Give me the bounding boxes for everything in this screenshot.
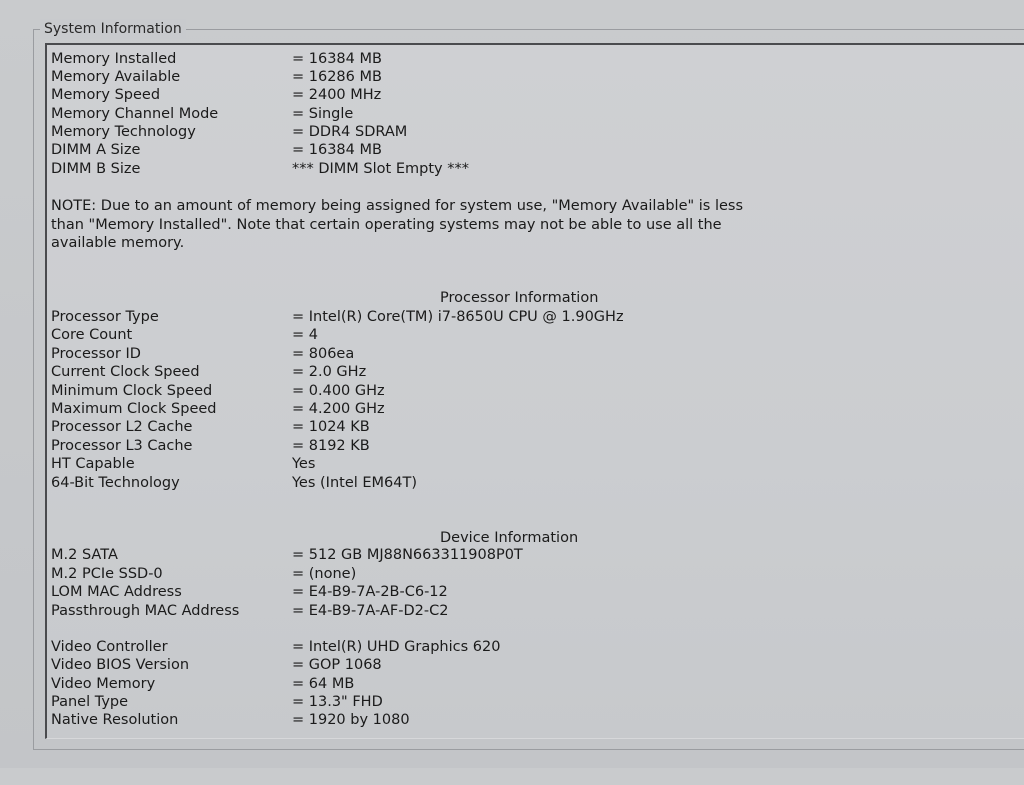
info-label: LOM MAC Address: [51, 584, 182, 600]
info-label: Memory Channel Mode: [51, 106, 219, 122]
info-label: Memory Available: [51, 69, 181, 85]
info-label: Video Memory: [51, 676, 156, 692]
info-label: Memory Installed: [51, 51, 177, 67]
info-label: DIMM B Size: [51, 161, 141, 177]
info-label: Current Clock Speed: [51, 364, 200, 380]
device-section-heading: Device Information: [440, 530, 579, 546]
info-value: = 4: [292, 327, 318, 343]
info-value: = 13.3" FHD: [292, 694, 383, 710]
info-value: = 2400 MHz: [292, 87, 382, 103]
info-label: Passthrough MAC Address: [51, 603, 240, 619]
info-value: Yes (Intel EM64T): [292, 475, 418, 491]
info-value: = Intel(R) UHD Graphics 620: [292, 639, 501, 655]
info-value: = 2.0 GHz: [292, 364, 367, 380]
info-label: Panel Type: [51, 694, 129, 710]
info-value: = 8192 KB: [292, 438, 370, 454]
info-value: = 1024 KB: [292, 419, 370, 435]
info-value: = 0.400 GHz: [292, 383, 385, 399]
info-value: = (none): [292, 566, 357, 582]
info-value: *** DIMM Slot Empty ***: [292, 161, 469, 177]
info-label: Processor Type: [51, 309, 159, 325]
info-label: Video Controller: [51, 639, 168, 655]
memory-note: [51, 197, 921, 253]
info-value: = Single: [292, 106, 354, 122]
info-value: = 1920 by 1080: [292, 712, 410, 728]
info-value: = DDR4 SDRAM: [292, 124, 408, 140]
info-value: = GOP 1068: [292, 657, 382, 673]
info-value: Yes: [292, 456, 316, 472]
processor-section-heading: Processor Information: [440, 290, 599, 306]
info-value: = 4.200 GHz: [292, 401, 385, 417]
info-value: = Intel(R) Core(TM) i7-8650U CPU @ 1.90GHz: [292, 309, 624, 325]
info-label: Memory Technology: [51, 124, 196, 140]
info-label: Memory Speed: [51, 87, 161, 103]
memory-note-line: than "Memory Installed". Note that certain operating systems may not be able to use all the: [51, 216, 722, 233]
info-label: Native Resolution: [51, 712, 179, 728]
info-value: = 64 MB: [292, 676, 355, 692]
info-label: DIMM A Size: [51, 142, 141, 158]
info-label: Minimum Clock Speed: [51, 383, 213, 399]
info-label: Core Count: [51, 327, 133, 343]
panel-title: System Information: [40, 19, 186, 39]
info-label: Video BIOS Version: [51, 657, 190, 673]
info-value: = 16384 MB: [292, 51, 382, 67]
info-label: M.2 SATA: [51, 547, 118, 563]
info-value: = E4-B9-7A-2B-C6-12: [292, 584, 448, 600]
info-value: = 806ea: [292, 346, 355, 362]
info-value: = 16286 MB: [292, 69, 382, 85]
info-value: = 16384 MB: [292, 142, 382, 158]
info-label: HT Capable: [51, 456, 135, 472]
memory-note-line: NOTE: Due to an amount of memory being assigned for system use, "Memory Available" is less: [51, 198, 744, 214]
info-value: = 512 GB MJ88N663311908P0T: [292, 547, 523, 563]
info-label: M.2 PCIe SSD-0: [51, 566, 163, 582]
info-label: Maximum Clock Speed: [51, 401, 217, 417]
info-label: Processor ID: [51, 346, 141, 362]
info-value: = E4-B9-7A-AF-D2-C2: [292, 603, 449, 619]
info-label: Processor L3 Cache: [51, 438, 193, 454]
info-label: Processor L2 Cache: [51, 419, 193, 435]
info-label: 64-Bit Technology: [51, 475, 180, 491]
memory-note-line: available memory.: [51, 235, 185, 251]
